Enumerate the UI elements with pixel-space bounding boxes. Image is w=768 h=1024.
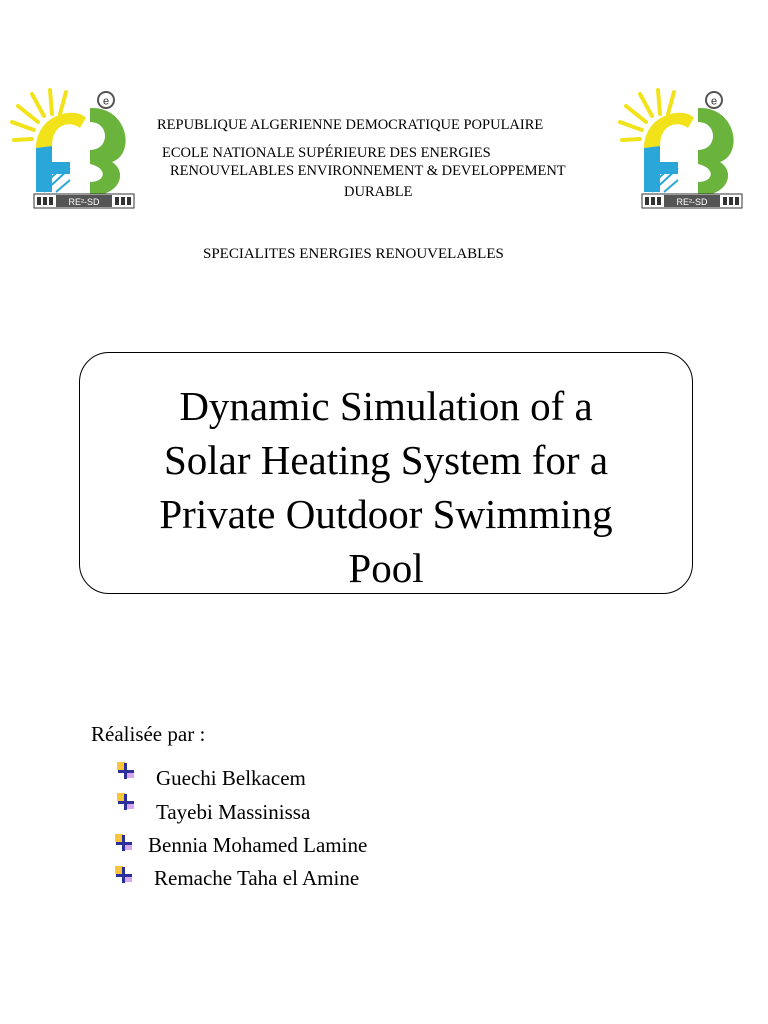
school-name-line-2: RENOUVELABLES ENVIRONNEMENT & DEVELOPPEMENT: [170, 163, 566, 179]
republic-heading: REPUBLIQUE ALGERIENNE DEMOCRATIQUE POPULAIRE: [157, 117, 544, 133]
svg-text:e: e: [710, 95, 718, 108]
author-name: Tayebi Massinissa: [156, 800, 311, 824]
sun-rays-icon: [620, 90, 674, 140]
title-line: Private Outdoor Swimming: [159, 491, 613, 537]
title-line: Pool: [348, 545, 424, 591]
title-box: [79, 352, 693, 594]
sun-rays-icon: [12, 90, 66, 140]
school-name-line-3: DURABLE: [344, 184, 413, 200]
cross-bullet-icon: [113, 864, 135, 886]
speciality-heading: SPECIALITES ENERGIES RENOUVELABLES: [203, 246, 504, 262]
author-name: Bennia Mohamed Lamine: [148, 833, 368, 857]
school-logo-right: [618, 84, 746, 212]
cross-bullet-icon: [113, 832, 135, 854]
author-name: Guechi Belkacem: [156, 766, 306, 790]
logo-text: RE²-SD: [68, 197, 100, 207]
logo-text: RE²-SD: [676, 197, 708, 207]
document-title: [80, 379, 692, 595]
author-name: Remache Taha el Amine: [154, 866, 360, 890]
cross-bullet-icon: [115, 760, 137, 782]
title-line: Dynamic Simulation of a: [179, 383, 593, 429]
cross-bullet-icon: [115, 791, 137, 813]
title-line: Solar Heating System for a: [163, 437, 609, 483]
authors-label: Réalisée par :: [91, 722, 206, 746]
school-logo-left: [10, 84, 138, 212]
school-name-line-1: ECOLE NATIONALE SUPÉRIEURE DES ENERGIES: [162, 145, 491, 161]
svg-text:e: e: [102, 95, 110, 108]
